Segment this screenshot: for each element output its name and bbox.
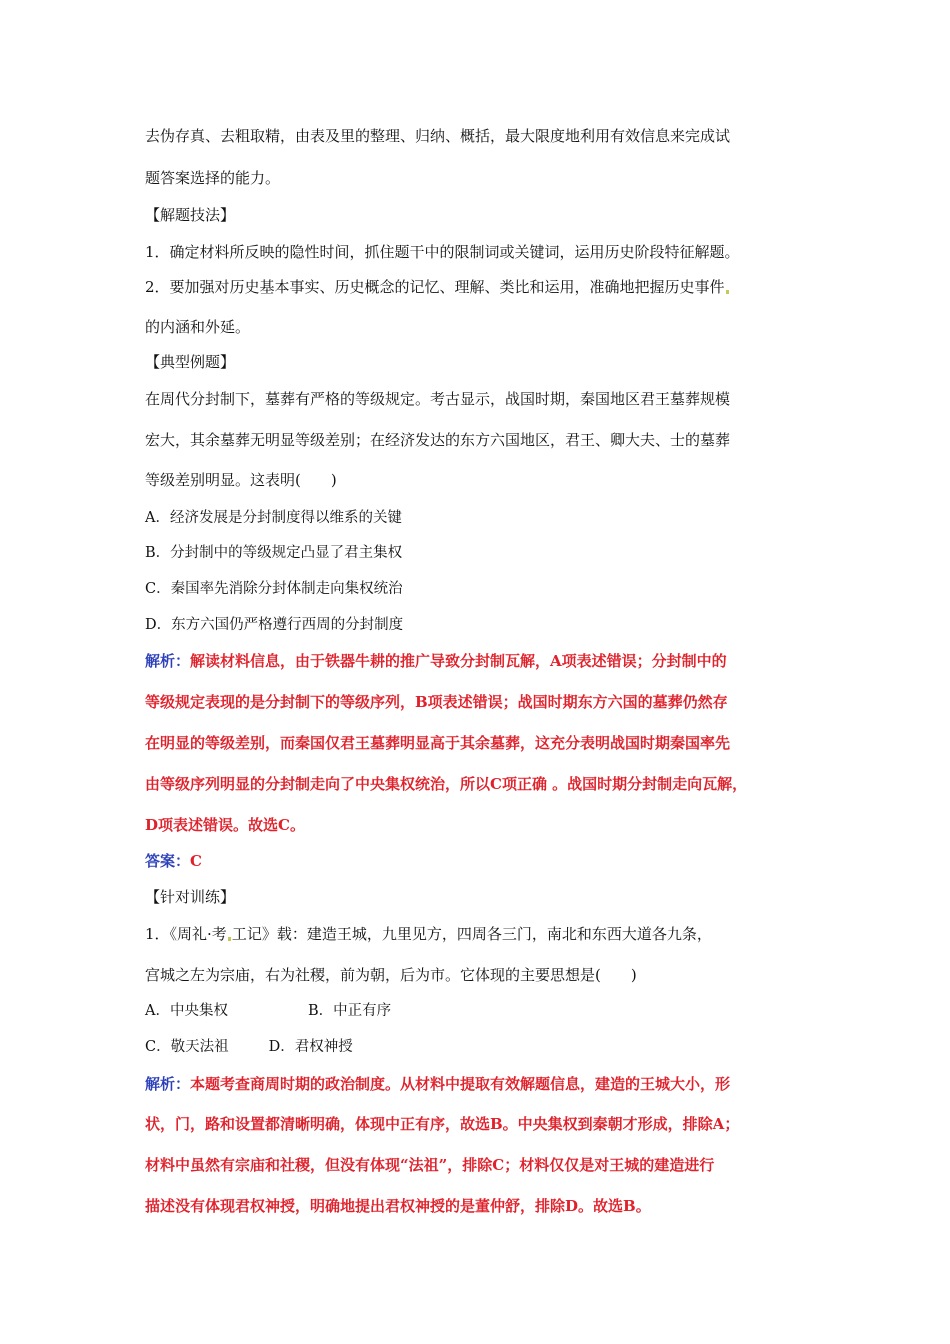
- example-stem-line-3: [145, 470, 337, 490]
- answer-value: C: [190, 852, 202, 870]
- example-stem-line-2-text: 宏大，其余墓葬无明显等级差别；在经济发达的东方六国地区，君王、卿大夫、士的墓葬: [145, 431, 731, 449]
- practice-analysis-line-3: [145, 1155, 714, 1175]
- example-analysis-line-5: [145, 815, 305, 835]
- practice-q1-text-a: 1．《周礼·考: [145, 925, 227, 943]
- example-option-c: [145, 579, 403, 599]
- example-option-a-text: A．经济发展是分封制度得以维系的关键: [145, 510, 402, 526]
- practice-option-c: C．敬天法祖: [145, 1039, 229, 1055]
- example-option-b: [145, 543, 402, 563]
- practice-options-row-2: [145, 1037, 353, 1057]
- practice-analysis-line-4: [145, 1196, 651, 1216]
- practice-analysis-line-3-text: 材料中虽然有宗庙和社稷，但没有体现“法祖”，排除C；材料仅仅是对王城的建造进行: [145, 1156, 715, 1174]
- example-analysis-line-1-text: 解读材料信息，由于铁器牛耕的推广导致分封制瓦解，A项表述错误；分封制中的: [190, 652, 727, 670]
- technique-item-2-line-2: [145, 317, 250, 337]
- example-analysis-line-3: [145, 733, 730, 753]
- example-stem-line-1-text: 在周代分封制下，墓葬有严格的等级规定。考古显示，战国时期，秦国地区君王墓葬规模: [145, 390, 731, 408]
- example-heading-text: 【典型例题】: [145, 353, 236, 371]
- example-option-a: [145, 508, 402, 528]
- practice-heading-text: 【针对训练】: [145, 888, 236, 906]
- marker-glyph: [228, 937, 231, 941]
- technique-item-1: [145, 242, 740, 262]
- practice-q1-text-b: 工记》载：建造王城，九里见方，四周各三门，南北和东西大道各九条，: [231, 925, 712, 943]
- example-analysis-line-2: [145, 692, 728, 712]
- practice-option-a: A．中央集权: [145, 1003, 228, 1019]
- practice-analysis-line-1: [145, 1074, 730, 1094]
- practice-question-1-line-2: [145, 965, 637, 985]
- intro-line-2-text: 题答案选择的能力。: [145, 169, 281, 187]
- analysis-label: 解析：: [145, 652, 191, 670]
- example-option-d: [145, 615, 403, 635]
- practice-analysis-line-4-text: 描述没有体现君权神授，明确地提出君权神授的是董仲舒，排除D。故选B。: [145, 1197, 651, 1215]
- marker-glyph: [726, 290, 729, 294]
- technique-item-1-text: 1．确定材料所反映的隐性时间，抓住题干中的限制词或关键词，运用历史阶段特征解题。: [145, 243, 740, 261]
- techniques-heading: [145, 205, 235, 225]
- example-analysis-line-5-text: D项表述错误。故选C。: [145, 816, 305, 834]
- practice-analysis-line-2-text: 状，门，路和设置都清晰明确，体现中正有序，故选B。中央集权到秦朝才形成，排除A；: [145, 1115, 740, 1133]
- practice-question-1-line-1: [145, 924, 712, 944]
- intro-line-1-text: 去伪存真、去粗取精，由表及里的整理、归纳、概括，最大限度地利用有效信息来完成试: [145, 127, 731, 145]
- example-stem-line-2: [145, 430, 730, 450]
- document-page: [145, 0, 817, 1344]
- example-analysis-line-3-text: 在明显的等级差别，而秦国仅君王墓葬明显高于其余墓葬，这充分表明战国时期秦国率先: [145, 734, 731, 752]
- example-analysis-line-4-text: 由等级序列明显的分封制走向了中央集权统治，所以C项正确 。战国时期分封制走向瓦解，: [145, 775, 748, 793]
- practice-analysis-line-1-text: 本题考查商周时期的政治制度。从材料中提取有效解题信息，建造的王城大小，形: [190, 1075, 731, 1093]
- analysis-label: 解析：: [145, 1075, 191, 1093]
- example-analysis-line-4: [145, 774, 747, 794]
- techniques-heading-text: 【解题技法】: [145, 206, 236, 224]
- example-answer: [145, 851, 202, 871]
- practice-options-row-1: [145, 1001, 391, 1021]
- example-heading: [145, 352, 235, 372]
- example-analysis-line-1: [145, 651, 727, 671]
- example-option-b-text: B．分封制中的等级规定凸显了君主集权: [145, 545, 403, 561]
- intro-line-2: [145, 168, 280, 188]
- example-stem-line-3-text: 等级差别明显。这表明( ): [145, 471, 337, 489]
- practice-analysis-line-2: [145, 1114, 739, 1134]
- example-analysis-line-2-text: 等级规定表现的是分封制下的等级序列，B项表述错误；战国时期东方六国的墓葬仍然存: [145, 693, 728, 711]
- example-option-d-text: D．东方六国仍严格遵行西周的分封制度: [145, 617, 404, 633]
- example-option-c-text: C．秦国率先消除分封体制走向集权统治: [145, 581, 403, 597]
- answer-label: 答案：: [145, 852, 191, 870]
- practice-heading: [145, 887, 235, 907]
- practice-option-b: B．中正有序: [307, 1003, 392, 1019]
- example-stem-line-1: [145, 389, 730, 409]
- intro-line-1: [145, 126, 730, 146]
- technique-item-2-line-2-text: 的内涵和外延。: [145, 318, 251, 336]
- practice-option-d: D．君权神授: [268, 1039, 353, 1055]
- technique-item-2-line-1-text: 2．要加强对历史基本事实、历史概念的记忆、理解、类比和运用，准确地把握历史事件: [145, 278, 725, 296]
- practice-q1-line-2-text: 宫城之左为宗庙，右为社稷，前为朝，后为市。它体现的主要思想是( ): [145, 966, 637, 984]
- technique-item-2-line-1: [145, 277, 730, 297]
